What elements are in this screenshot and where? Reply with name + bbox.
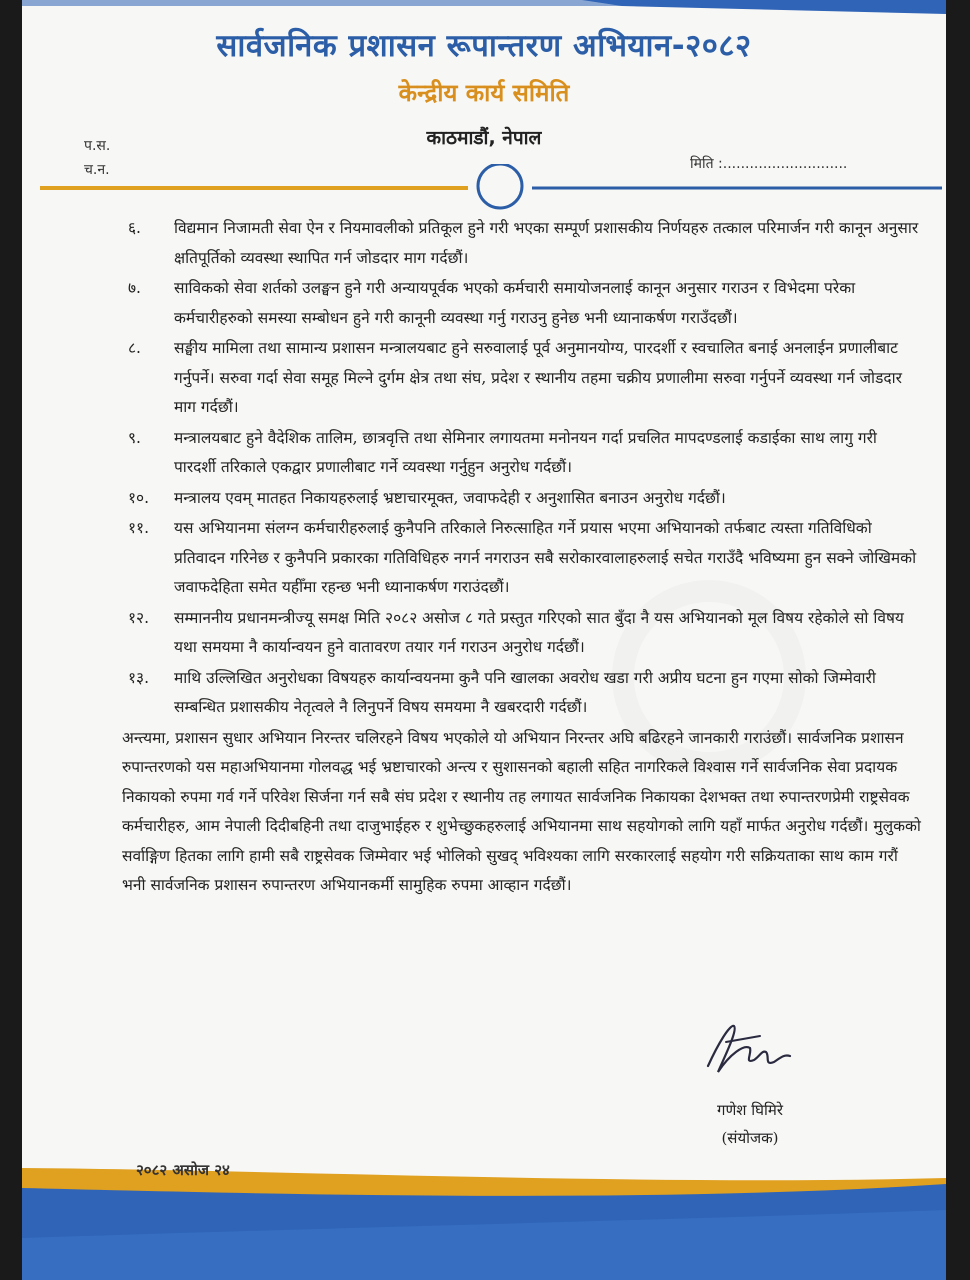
item-text: मन्त्रालयबाट हुने वैदेशिक तालिम, छात्रवृत्ति तथा सेमिनार लगायतमा मनोनयन गर्दा प्रचलित मापदण्डलाई कडाईका साथ लागु गरी पारदर्शी तरिकाले एकद्वार प्रणालीबाट गर्ने व्यवस्था गर्नुहुन अनुरोध गर्दछौं। xyxy=(174,428,877,476)
item-number: १२. xyxy=(128,608,150,627)
closing-paragraph: अन्त्यमा, प्रशासन सुधार अभियान निरन्तर चलिरहने विषय भएकोले यो अभियान निरन्तर अघि बढिरहने जानकारी गराउंछौं। सार्वजनिक प्रशासन रुपान्तरणको यस महाअभियानमा गोलवद्ध भई भ्रष्टाचारको अन्त्य र सुशासनको बहाली सहित नागरिकले विश्वास गर्ने सार्वजनिक सेवा प्रदायक निकायको रुपमा गर्व गर्ने परिवेश सिर्जना गर्न सबै संघ प्रदेश र स्थानीय तह लगायत सार्वजनिक निकायका देशभक्त तथा रुपान्तरणप्रेमी राष्ट्रसेवक कर्मचारीहरु, आम नेपाली दिदीबहिनी तथा दाजुभाईहरु र शुभेच्छुकहरुलाई अभियानमा साथ सहयोगको लागि यहाँ मार्फत अनुरोध गर्दछौं। मुलुकको सर्वाङ्गिण हितका लागि हामी सबै राष्ट्रसेवक जिम्मेवार भई भोलिको सुखद् भविश्यका लागि सरकारलाई सहयोग गरी सक्रियताका साथ काम गरौं भनी सार्वजनिक प्रशासन रुपान्तरण अभियानकर्मी सामुहिक रुपमा आव्हान गर्दछौं। xyxy=(122,728,921,894)
list-item xyxy=(128,484,922,514)
date-field: मिति :............................ xyxy=(690,156,848,172)
list-item xyxy=(128,274,922,333)
list-item xyxy=(128,604,922,663)
item-number: ६. xyxy=(128,219,141,237)
list-item xyxy=(128,424,922,483)
list-item xyxy=(128,214,922,273)
list-item xyxy=(128,664,922,723)
top-color-strip xyxy=(22,0,946,14)
item-text: यस अभियानमा संलग्न कर्मचारीहरुलाई कुनैपनि तरिकाले निरुत्साहित गर्ने प्रयास भएमा अभियानको तर्फबाट त्यस्ता गतिविधिको प्रतिवादन गरिनेछ र कुनैपनि प्रकारका गतिविधिहरु नगर्न नगराउन सबै सरोकारवालाहरुलाई सचेत गराउँदै भविष्यमा हुन सक्ने जोखिमको जवाफदेहिता समेत यहीँमा रहन्छ भनी ध्यानाकर्षण गराउंदछौं। xyxy=(174,519,917,596)
item-text: सङ्घीय मामिला तथा सामान्य प्रशासन मन्त्रालयबाट हुने सरुवालाई पूर्व अनुमानयोग्य, पारदर्शी र स्वचालित बनाई अनलाईन प्रणालीबाट गर्नुपर्ने। सरुवा गर्दा सेवा समूह मिल्ने दुर्गम क्षेत्र तथा संघ, प्रदेश र स्थानीय तहमा चक्रीय प्रणालीमा सरुवा गर्नुपर्ने व्यवस्था गर्न जोडदार माग गर्दछौं। xyxy=(174,339,902,416)
item-text: मन्त्रालय एवम् मातहत निकायहरुलाई भ्रष्टाचारमूक्त, जवाफदेही र अनुशासित बनाउन अनुरोध गर्दछौं। xyxy=(174,488,726,507)
location: काठमाडौं, नेपाल xyxy=(426,127,542,149)
item-number: ७. xyxy=(128,279,141,297)
reference-cn: च.न. xyxy=(84,162,110,178)
list-item xyxy=(128,514,922,603)
signatory xyxy=(690,1096,810,1152)
reference-ps: प.स. xyxy=(84,138,111,154)
signature-icon xyxy=(700,1014,800,1084)
item-text: साविकको सेवा शर्तको उलङ्घन हुने गरी अन्यायपूर्वक भएको कर्मचारी समायोजनलाई कानून अनुसार गराउन र विभेदमा परेका कर्मचारीहरुको समस्या सम्बोधन हुने गरी कानूनी व्यवस्था गर्नु गराउनु हुनेछ भनी ध्यानाकर्षण गराउँदछौं। xyxy=(174,279,856,327)
letterhead-page xyxy=(22,0,946,1280)
item-number: ९. xyxy=(128,428,141,447)
item-text: विद्यमान निजामती सेवा ऐन र नियमावलीको प्रतिकूल हुने गरी भएका सम्पूर्ण प्रशासकीय निर्णयहरु तत्काल परिमार्जन गरी कानून अनुसार क्षतिपूर्तिको व्यवस्था स्थापित गर्न जोडदार माग गर्दछौं। xyxy=(174,219,919,267)
letter-body xyxy=(122,214,922,901)
signatory-name: गणेश घिमिरे xyxy=(717,1101,783,1119)
item-number: ११. xyxy=(128,519,150,537)
footer-date: २०८२ असोज २४ xyxy=(136,1161,230,1179)
item-number: १०. xyxy=(128,488,150,507)
signatory-role: (संयोजक) xyxy=(721,1129,779,1147)
item-text: सम्माननीय प्रधानमन्त्रीज्यू समक्ष मिति २०८२ असोज ८ गते प्रस्तुत गरिएको सात बुँदा नै यस अभियानको मूल विषय रहेकोले सो विषय यथा समयमा नै कार्यान्वयन हुने वातावरण तयार गर्न गराउन अनुरोध गर्दछौं। xyxy=(174,608,904,656)
item-number: १३. xyxy=(128,668,150,687)
committee-name: केन्द्रीय कार्य समिति xyxy=(398,79,570,107)
list-item xyxy=(128,334,922,423)
page-title: सार्वजनिक प्रशासन रूपान्तरण अभियान-२०८२ xyxy=(216,28,752,64)
header-divider xyxy=(36,164,946,214)
item-text: माथि उल्लिखित अनुरोधका विषयहरु कार्यान्वयनमा कुनै पनि खालका अवरोध खडा गरी अप्रीय घटना हुन गएमा सोको जिम्मेवारी सम्बन्धित प्रशासकीय नेतृत्वले नै लिनुपर्ने विषय समयमा नै खबरदारी गर्दछौं। xyxy=(174,668,876,716)
item-number: ८. xyxy=(128,339,141,357)
